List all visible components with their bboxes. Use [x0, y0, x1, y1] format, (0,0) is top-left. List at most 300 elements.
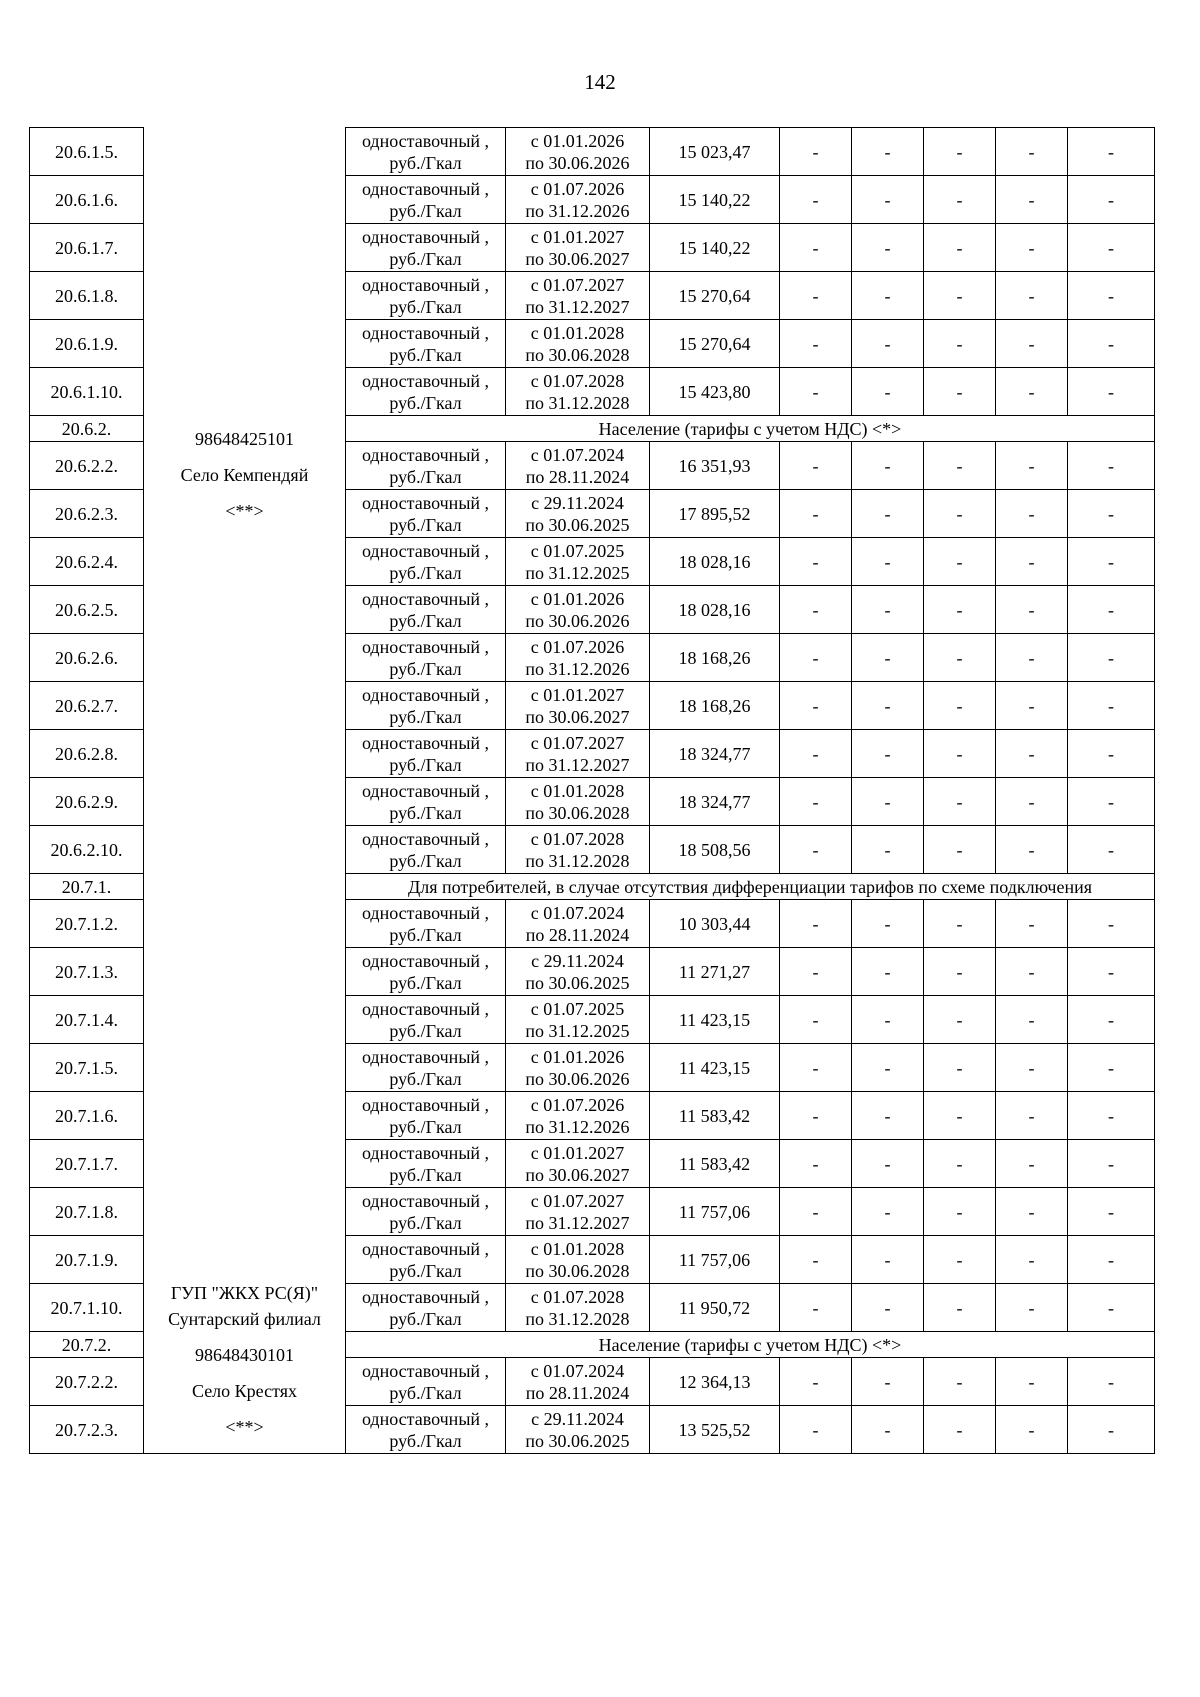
period-to: по 31.12.2027 [525, 1212, 630, 1233]
organization-line: 98648425101 [195, 428, 294, 449]
empty-value-dash: - [924, 730, 996, 778]
section-row [30, 1332, 1155, 1358]
empty-value-dash: - [1068, 272, 1155, 320]
period-from: с 01.07.2025 [530, 540, 625, 561]
spacer [146, 452, 343, 462]
tariff-value: 15 423,80 [650, 368, 780, 416]
empty-value-dash: - [852, 1284, 924, 1332]
period-to: по 31.12.2025 [525, 562, 630, 583]
tariff-type: одноставочный , руб./Гкал [346, 778, 506, 826]
empty-value-dash: - [924, 900, 996, 948]
row-number: 20.6.2.9. [30, 778, 144, 826]
empty-value-dash: - [1068, 826, 1155, 874]
empty-value-dash: - [996, 730, 1068, 778]
empty-value-dash: - [852, 634, 924, 682]
empty-value-dash: - [996, 682, 1068, 730]
empty-value-dash: - [852, 1236, 924, 1284]
empty-value-dash: - [1068, 900, 1155, 948]
empty-value-dash: - [924, 1236, 996, 1284]
empty-value-dash: - [924, 1406, 996, 1454]
tariff-value: 11 583,42 [650, 1092, 780, 1140]
empty-value-dash: - [1068, 224, 1155, 272]
period-to: по 30.06.2028 [525, 1260, 630, 1281]
empty-value-dash: - [996, 996, 1068, 1044]
tariff-value: 18 324,77 [650, 778, 780, 826]
empty-value-dash: - [780, 128, 852, 176]
period-from: с 01.07.2026 [530, 636, 625, 657]
empty-value-dash: - [924, 948, 996, 996]
period-to: по 31.12.2027 [525, 754, 630, 775]
row-number: 20.6.2. [30, 416, 144, 442]
period-cell [506, 826, 650, 874]
period-cell [506, 682, 650, 730]
empty-value-dash: - [852, 224, 924, 272]
period-to: по 30.06.2026 [525, 152, 630, 173]
period-cell [506, 442, 650, 490]
empty-value-dash: - [780, 778, 852, 826]
period-to: по 31.12.2028 [525, 392, 630, 413]
empty-value-dash: - [996, 778, 1068, 826]
period-from: с 01.07.2025 [530, 998, 625, 1019]
period-from: с 01.01.2026 [530, 588, 625, 609]
organization-cell [144, 874, 346, 1332]
period-from: с 01.01.2026 [530, 130, 625, 151]
tariff-type: одноставочный , руб./Гкал [346, 586, 506, 634]
period-from: с 01.01.2027 [530, 1142, 625, 1163]
empty-value-dash: - [996, 368, 1068, 416]
empty-value-dash: - [852, 1092, 924, 1140]
empty-value-dash: - [924, 1284, 996, 1332]
period-from: с 01.07.2026 [530, 178, 625, 199]
row-number: 20.6.1.5. [30, 128, 144, 176]
row-number: 20.7.2. [30, 1332, 144, 1358]
period-to: по 30.06.2026 [525, 610, 630, 631]
empty-value-dash: - [996, 176, 1068, 224]
period-from: с 01.07.2028 [530, 370, 625, 391]
tariff-value: 11 423,15 [650, 996, 780, 1044]
tariff-type: одноставочный , руб./Гкал [346, 1188, 506, 1236]
tariff-value: 11 423,15 [650, 1044, 780, 1092]
empty-value-dash: - [780, 634, 852, 682]
empty-value-dash: - [996, 538, 1068, 586]
tariff-value: 11 950,72 [650, 1284, 780, 1332]
tariff-value: 18 508,56 [650, 826, 780, 874]
organization-cell [144, 1332, 346, 1454]
spacer [146, 1332, 343, 1342]
tariff-type: одноставочный , руб./Гкал [346, 538, 506, 586]
empty-value-dash: - [996, 1406, 1068, 1454]
empty-value-dash: - [1068, 490, 1155, 538]
empty-value-dash: - [924, 224, 996, 272]
period-cell [506, 1406, 650, 1454]
empty-value-dash: - [1068, 1092, 1155, 1140]
empty-value-dash: - [780, 826, 852, 874]
spacer [146, 416, 343, 426]
row-number: 20.7.1.8. [30, 1188, 144, 1236]
period-from: с 01.07.2026 [530, 1094, 625, 1115]
empty-value-dash: - [996, 1284, 1068, 1332]
empty-value-dash: - [1068, 778, 1155, 826]
period-to: по 30.06.2027 [525, 248, 630, 269]
organization-cell [144, 128, 346, 416]
empty-value-dash: - [852, 1044, 924, 1092]
row-number: 20.6.2.8. [30, 730, 144, 778]
period-cell [506, 1140, 650, 1188]
empty-value-dash: - [1068, 320, 1155, 368]
period-to: по 31.12.2028 [525, 850, 630, 871]
empty-value-dash: - [852, 778, 924, 826]
tariff-type: одноставочный , руб./Гкал [346, 368, 506, 416]
tariff-type: одноставочный , руб./Гкал [346, 224, 506, 272]
period-from: с 01.07.2027 [530, 1190, 625, 1211]
empty-value-dash: - [924, 1188, 996, 1236]
empty-value-dash: - [852, 1188, 924, 1236]
period-cell [506, 1092, 650, 1140]
period-cell [506, 538, 650, 586]
period-from: с 01.01.2027 [530, 226, 625, 247]
organization-line: ГУП "ЖКХ РС(Я)" [170, 1282, 319, 1303]
empty-value-dash: - [924, 538, 996, 586]
tariff-value: 13 525,52 [650, 1406, 780, 1454]
row-number: 20.6.2.4. [30, 538, 144, 586]
period-cell [506, 1188, 650, 1236]
empty-value-dash: - [852, 900, 924, 948]
empty-value-dash: - [780, 368, 852, 416]
period-from: с 29.11.2024 [531, 492, 624, 513]
period-cell [506, 586, 650, 634]
tariff-value: 11 271,27 [650, 948, 780, 996]
period-from: с 29.11.2024 [531, 1408, 624, 1429]
row-number: 20.6.2.5. [30, 586, 144, 634]
empty-value-dash: - [852, 948, 924, 996]
empty-value-dash: - [996, 1044, 1068, 1092]
empty-value-dash: - [780, 176, 852, 224]
empty-value-dash: - [1068, 586, 1155, 634]
period-to: по 31.12.2028 [525, 1308, 630, 1329]
period-cell [506, 368, 650, 416]
organization-cell [144, 416, 346, 874]
tariff-value: 11 583,42 [650, 1140, 780, 1188]
empty-value-dash: - [1068, 442, 1155, 490]
period-to: по 30.06.2026 [525, 1068, 630, 1089]
row-number: 20.7.2.2. [30, 1358, 144, 1406]
period-from: с 01.01.2028 [530, 322, 625, 343]
empty-value-dash: - [924, 176, 996, 224]
period-from: с 29.11.2024 [531, 950, 624, 971]
period-cell [506, 1236, 650, 1284]
tariff-type: одноставочный , руб./Гкал [346, 272, 506, 320]
empty-value-dash: - [996, 1236, 1068, 1284]
period-to: по 31.12.2025 [525, 1020, 630, 1041]
row-number: 20.7.1.3. [30, 948, 144, 996]
period-to: по 31.12.2026 [525, 658, 630, 679]
row-number: 20.6.2.2. [30, 442, 144, 490]
period-cell [506, 634, 650, 682]
period-cell [506, 996, 650, 1044]
tariff-type: одноставочный , руб./Гкал [346, 1092, 506, 1140]
empty-value-dash: - [852, 538, 924, 586]
empty-value-dash: - [996, 442, 1068, 490]
period-cell [506, 1284, 650, 1332]
tariff-type: одноставочный , руб./Гкал [346, 948, 506, 996]
period-from: с 01.07.2024 [530, 902, 625, 923]
empty-value-dash: - [924, 442, 996, 490]
empty-value-dash: - [1068, 682, 1155, 730]
empty-value-dash: - [996, 586, 1068, 634]
section-heading: Для потребителей, в случае отсутствия дифференциации тарифов по схеме подключения [346, 874, 1155, 900]
empty-value-dash: - [1068, 634, 1155, 682]
tariff-type: одноставочный , руб./Гкал [346, 900, 506, 948]
period-cell [506, 320, 650, 368]
period-cell [506, 176, 650, 224]
row-number: 20.7.1.10. [30, 1284, 144, 1332]
empty-value-dash: - [852, 1358, 924, 1406]
organization-line: Село Крестях [191, 1380, 298, 1401]
empty-value-dash: - [780, 272, 852, 320]
period-from: с 01.07.2028 [530, 1286, 625, 1307]
empty-value-dash: - [780, 1358, 852, 1406]
empty-value-dash: - [1068, 1188, 1155, 1236]
tariff-type: одноставочный , руб./Гкал [346, 1406, 506, 1454]
empty-value-dash: - [780, 442, 852, 490]
period-cell [506, 490, 650, 538]
period-cell [506, 948, 650, 996]
period-from: с 01.01.2028 [530, 780, 625, 801]
row-number: 20.6.1.8. [30, 272, 144, 320]
empty-value-dash: - [780, 900, 852, 948]
period-to: по 31.12.2027 [525, 296, 630, 317]
empty-value-dash: - [996, 948, 1068, 996]
empty-value-dash: - [996, 128, 1068, 176]
empty-value-dash: - [780, 1188, 852, 1236]
tariff-type: одноставочный , руб./Гкал [346, 634, 506, 682]
spacer [146, 1368, 343, 1378]
empty-value-dash: - [852, 128, 924, 176]
empty-value-dash: - [1068, 1284, 1155, 1332]
period-cell [506, 224, 650, 272]
empty-value-dash: - [996, 1092, 1068, 1140]
tariff-value: 15 140,22 [650, 224, 780, 272]
empty-value-dash: - [1068, 996, 1155, 1044]
empty-value-dash: - [996, 634, 1068, 682]
empty-value-dash: - [780, 996, 852, 1044]
tariff-type: одноставочный , руб./Гкал [346, 1140, 506, 1188]
empty-value-dash: - [780, 224, 852, 272]
row-number: 20.7.1. [30, 874, 144, 900]
empty-value-dash: - [1068, 1044, 1155, 1092]
empty-value-dash: - [1068, 730, 1155, 778]
tariff-value: 16 351,93 [650, 442, 780, 490]
tariff-value: 15 140,22 [650, 176, 780, 224]
empty-value-dash: - [1068, 538, 1155, 586]
tariff-value: 11 757,06 [650, 1188, 780, 1236]
empty-value-dash: - [852, 826, 924, 874]
empty-value-dash: - [924, 634, 996, 682]
period-to: по 28.11.2024 [525, 1382, 630, 1403]
tariff-type: одноставочный , руб./Гкал [346, 490, 506, 538]
organization-line: 98648430101 [195, 1344, 294, 1365]
period-from: с 01.07.2027 [530, 274, 625, 295]
empty-value-dash: - [780, 1044, 852, 1092]
period-cell [506, 128, 650, 176]
page-number: 142 [584, 70, 616, 94]
period-from: с 01.07.2028 [530, 828, 625, 849]
row-number: 20.6.2.7. [30, 682, 144, 730]
empty-value-dash: - [996, 826, 1068, 874]
empty-value-dash: - [1068, 1236, 1155, 1284]
empty-value-dash: - [1068, 128, 1155, 176]
period-to: по 30.06.2025 [525, 972, 630, 993]
organization-line: Село Кемпендяй [180, 464, 309, 485]
row-number: 20.7.2.3. [30, 1406, 144, 1454]
spacer [146, 1404, 343, 1414]
period-cell [506, 1358, 650, 1406]
empty-value-dash: - [852, 176, 924, 224]
empty-value-dash: - [852, 368, 924, 416]
period-to: по 31.12.2026 [525, 1116, 630, 1137]
period-cell [506, 730, 650, 778]
tariff-value: 10 303,44 [650, 900, 780, 948]
empty-value-dash: - [852, 272, 924, 320]
period-to: по 31.12.2026 [525, 200, 630, 221]
period-from: с 01.01.2027 [530, 684, 625, 705]
tariff-value: 12 364,13 [650, 1358, 780, 1406]
period-to: по 30.06.2025 [525, 1430, 630, 1451]
period-from: с 01.07.2027 [530, 732, 625, 753]
row-number: 20.6.1.10. [30, 368, 144, 416]
row-number: 20.7.1.7. [30, 1140, 144, 1188]
row-number: 20.7.1.6. [30, 1092, 144, 1140]
row-number: 20.6.2.3. [30, 490, 144, 538]
empty-value-dash: - [924, 1092, 996, 1140]
empty-value-dash: - [852, 1140, 924, 1188]
empty-value-dash: - [852, 490, 924, 538]
tariff-table [29, 127, 1155, 1454]
tariff-type: одноставочный , руб./Гкал [346, 1044, 506, 1092]
period-cell [506, 778, 650, 826]
row-number: 20.7.1.9. [30, 1236, 144, 1284]
row-number: 20.6.1.7. [30, 224, 144, 272]
empty-value-dash: - [780, 1406, 852, 1454]
empty-value-dash: - [924, 490, 996, 538]
empty-value-dash: - [780, 948, 852, 996]
tariff-type: одноставочный , руб./Гкал [346, 128, 506, 176]
row-number: 20.7.1.2. [30, 900, 144, 948]
tariff-value: 18 324,77 [650, 730, 780, 778]
empty-value-dash: - [780, 682, 852, 730]
empty-value-dash: - [924, 826, 996, 874]
empty-value-dash: - [780, 1284, 852, 1332]
empty-value-dash: - [780, 586, 852, 634]
empty-value-dash: - [996, 1188, 1068, 1236]
empty-value-dash: - [924, 128, 996, 176]
empty-value-dash: - [924, 1358, 996, 1406]
empty-value-dash: - [780, 490, 852, 538]
row-number: 20.6.1.9. [30, 320, 144, 368]
empty-value-dash: - [996, 320, 1068, 368]
empty-value-dash: - [1068, 948, 1155, 996]
period-from: с 01.07.2024 [530, 444, 625, 465]
empty-value-dash: - [996, 900, 1068, 948]
empty-value-dash: - [996, 224, 1068, 272]
empty-value-dash: - [924, 320, 996, 368]
empty-value-dash: - [924, 1044, 996, 1092]
period-cell [506, 900, 650, 948]
organization-line: <**> [225, 1416, 264, 1437]
row-number: 20.6.2.6. [30, 634, 144, 682]
tariff-value: 18 168,26 [650, 682, 780, 730]
empty-value-dash: - [780, 320, 852, 368]
empty-value-dash: - [924, 682, 996, 730]
tariff-value: 15 270,64 [650, 320, 780, 368]
tariff-type: одноставочный , руб./Гкал [346, 1236, 506, 1284]
empty-value-dash: - [924, 996, 996, 1044]
empty-value-dash: - [852, 586, 924, 634]
tariff-value: 18 028,16 [650, 586, 780, 634]
tariff-type: одноставочный , руб./Гкал [346, 320, 506, 368]
empty-value-dash: - [780, 1092, 852, 1140]
tariff-type: одноставочный , руб./Гкал [346, 996, 506, 1044]
row-number: 20.7.1.5. [30, 1044, 144, 1092]
empty-value-dash: - [852, 996, 924, 1044]
empty-value-dash: - [852, 1406, 924, 1454]
period-to: по 30.06.2027 [525, 1164, 630, 1185]
empty-value-dash: - [924, 586, 996, 634]
spacer [146, 488, 343, 498]
tariff-value: 18 028,16 [650, 538, 780, 586]
tariff-value: 17 895,52 [650, 490, 780, 538]
period-to: по 30.06.2028 [525, 802, 630, 823]
tariff-type: одноставочный , руб./Гкал [346, 1284, 506, 1332]
tariff-type: одноставочный , руб./Гкал [346, 682, 506, 730]
tariff-type: одноставочный , руб./Гкал [346, 730, 506, 778]
empty-value-dash: - [924, 778, 996, 826]
empty-value-dash: - [996, 272, 1068, 320]
period-to: по 30.06.2028 [525, 344, 630, 365]
empty-value-dash: - [1068, 1140, 1155, 1188]
empty-value-dash: - [852, 730, 924, 778]
empty-value-dash: - [780, 1236, 852, 1284]
empty-value-dash: - [1068, 1406, 1155, 1454]
empty-value-dash: - [780, 538, 852, 586]
empty-value-dash: - [1068, 1358, 1155, 1406]
empty-value-dash: - [924, 1140, 996, 1188]
empty-value-dash: - [780, 730, 852, 778]
empty-value-dash: - [1068, 368, 1155, 416]
period-cell [506, 272, 650, 320]
period-to: по 30.06.2025 [525, 514, 630, 535]
tariff-type: одноставочный , руб./Гкал [346, 826, 506, 874]
row-number: 20.6.1.6. [30, 176, 144, 224]
period-cell [506, 1044, 650, 1092]
row-number: 20.6.2.10. [30, 826, 144, 874]
table-body [30, 128, 1155, 1454]
empty-value-dash: - [924, 368, 996, 416]
period-to: по 30.06.2027 [525, 706, 630, 727]
section-heading: Население (тарифы с учетом НДС) <*> [346, 1332, 1155, 1358]
section-heading: Население (тарифы с учетом НДС) <*> [346, 416, 1155, 442]
empty-value-dash: - [996, 1358, 1068, 1406]
section-row [30, 874, 1155, 900]
empty-value-dash: - [852, 682, 924, 730]
empty-value-dash: - [1068, 176, 1155, 224]
row-number: 20.7.1.4. [30, 996, 144, 1044]
tariff-type: одноставочный , руб./Гкал [346, 442, 506, 490]
empty-value-dash: - [780, 1140, 852, 1188]
section-row [30, 416, 1155, 442]
period-to: по 28.11.2024 [525, 466, 630, 487]
tariff-value: 15 270,64 [650, 272, 780, 320]
